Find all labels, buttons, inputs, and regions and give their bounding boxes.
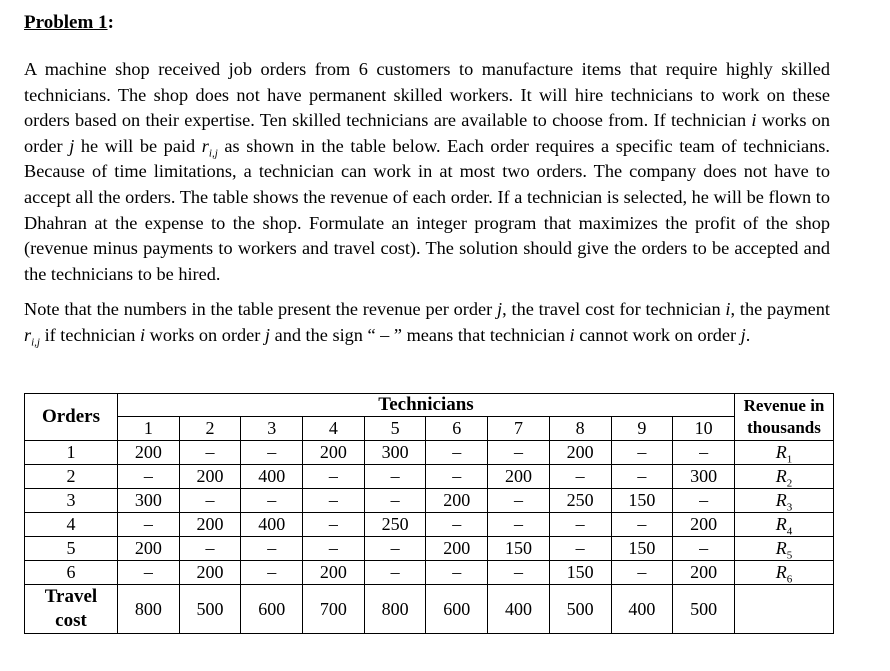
table-row (25, 513, 834, 537)
table-header-row (25, 394, 834, 417)
travel-cost-cell: 500 (673, 585, 735, 634)
payment-cell: – (241, 489, 303, 513)
technician-number: 3 (241, 417, 303, 441)
payment-cell: – (549, 513, 611, 537)
technician-number: 10 (673, 417, 735, 441)
order-number: 1 (25, 441, 118, 465)
table-row (25, 537, 834, 561)
payment-cell: 200 (303, 561, 365, 585)
payment-cell: – (426, 465, 488, 489)
table-row (25, 441, 834, 465)
payment-cell: – (303, 537, 365, 561)
payment-cell: – (611, 561, 673, 585)
technician-number: 6 (426, 417, 488, 441)
payment-cell: – (303, 489, 365, 513)
payment-cell: 150 (611, 537, 673, 561)
revenue-cell: $R_1$ (735, 441, 834, 465)
payment-cell: – (673, 441, 735, 465)
payment-cell: – (303, 513, 365, 537)
technician-number-row (25, 417, 834, 441)
technician-number: 4 (303, 417, 365, 441)
problem-title (24, 12, 114, 34)
payment-cell: – (303, 465, 365, 489)
payment-cell: 400 (241, 465, 303, 489)
technician-number: 8 (549, 417, 611, 441)
travel-cost-cell: 500 (179, 585, 241, 634)
payment-cell: – (118, 513, 180, 537)
payment-cell: – (364, 537, 426, 561)
travel-cost-cell: 500 (549, 585, 611, 634)
travel-cost-row (25, 585, 834, 634)
payment-cell: – (488, 513, 550, 537)
technicians-header: Technicians (118, 394, 735, 417)
revenue-cell: $R_5$ (735, 537, 834, 561)
payment-cell: – (364, 465, 426, 489)
travel-cost-cell: 800 (118, 585, 180, 634)
payment-cell: 200 (179, 513, 241, 537)
payment-cell: – (611, 513, 673, 537)
problem-description: A machine shop received job orders from 6 customers to manufacture items that require highly skilled technicians. The shop does not have permanent skilled workers. It will hire technicians to work on these orders based on their expertise. Ten skilled technicians are available to choose from. If technician i works on order j he will be paid $r_{i,j}$ as shown in the table below. Each order requires a specific team of technicians. Because of time limitations, a technician can work in at most two orders. The company does not have to accept all the orders. The table shows the revenue of each order. If a technician is selected, he will be flown to Dhahran at the expense to the shop. Formulate an integer program that maximizes the profit of the shop (revenue minus payments to workers and travel cost). The solution should give the orders to be accepted and the technicians to be hired. (24, 59, 831, 284)
payment-cell: – (673, 537, 735, 561)
technicians-table (24, 393, 834, 634)
payment-cell: 200 (488, 465, 550, 489)
payment-cell: – (118, 561, 180, 585)
payment-cell: – (549, 465, 611, 489)
payment-cell: 200 (673, 561, 735, 585)
payment-cell: 200 (303, 441, 365, 465)
travel-cost-cell: 600 (241, 585, 303, 634)
table-note: Note that the numbers in the table present the revenue per order j, the travel cost for technician i, the payment $r_{i,j}$ if technician i works on order j and the sign “ – ” means that technician i cannot work on order j. (24, 299, 831, 349)
payment-cell: – (364, 561, 426, 585)
payment-cell: – (488, 489, 550, 513)
payment-cell: 200 (426, 537, 488, 561)
order-number: 5 (25, 537, 118, 561)
revenue-cell: $R_4$ (735, 513, 834, 537)
payment-cell: – (179, 489, 241, 513)
payment-cell: 200 (118, 537, 180, 561)
problem-title-colon: : (107, 12, 114, 33)
payment-cell: 200 (118, 441, 180, 465)
revenue-header: Revenue in thousands (735, 394, 834, 441)
payment-cell: 200 (179, 561, 241, 585)
payment-cell: – (488, 561, 550, 585)
payment-cell: 400 (241, 513, 303, 537)
payment-cell: 300 (118, 489, 180, 513)
travel-cost-cell: 400 (488, 585, 550, 634)
technician-number: 1 (118, 417, 180, 441)
payment-cell: – (488, 441, 550, 465)
table-row (25, 489, 834, 513)
orders-header: Orders (25, 394, 118, 441)
payment-cell: – (426, 561, 488, 585)
payment-cell: – (549, 537, 611, 561)
payment-cell: 200 (179, 465, 241, 489)
revenue-cell: $R_6$ (735, 561, 834, 585)
travel-cost-cell: 600 (426, 585, 488, 634)
revenue-cell: $R_2$ (735, 465, 834, 489)
payment-cell: 250 (549, 489, 611, 513)
payment-cell: – (426, 441, 488, 465)
technician-number: 2 (179, 417, 241, 441)
payment-cell: 150 (488, 537, 550, 561)
payment-cell: – (241, 441, 303, 465)
travel-cost-cell: 800 (364, 585, 426, 634)
payment-cell: 200 (673, 513, 735, 537)
payment-cell: – (179, 441, 241, 465)
payment-cell: – (118, 465, 180, 489)
travel-cost-cell: 400 (611, 585, 673, 634)
technician-number: 7 (488, 417, 550, 441)
order-number: 6 (25, 561, 118, 585)
empty-cell (735, 585, 834, 634)
payment-cell: 300 (673, 465, 735, 489)
payment-cell: 200 (549, 441, 611, 465)
travel-cost-header: Travel cost (25, 585, 118, 634)
payment-cell: – (611, 441, 673, 465)
payment-cell: 300 (364, 441, 426, 465)
payment-cell: 250 (364, 513, 426, 537)
payment-cell: – (364, 489, 426, 513)
payment-cell: – (241, 537, 303, 561)
table-row (25, 465, 834, 489)
technician-number: 9 (611, 417, 673, 441)
payment-cell: 200 (426, 489, 488, 513)
problem-title-label: Problem 1 (24, 12, 108, 33)
payment-cell: – (673, 489, 735, 513)
payment-cell: 150 (549, 561, 611, 585)
order-number: 3 (25, 489, 118, 513)
travel-cost-cell: 700 (303, 585, 365, 634)
payment-cell: – (611, 465, 673, 489)
payment-cell: 150 (611, 489, 673, 513)
table-row (25, 561, 834, 585)
technician-number: 5 (364, 417, 426, 441)
order-number: 4 (25, 513, 118, 537)
order-number: 2 (25, 465, 118, 489)
revenue-cell: $R_3$ (735, 489, 834, 513)
payment-cell: – (179, 537, 241, 561)
payment-cell: – (426, 513, 488, 537)
payment-cell: – (241, 561, 303, 585)
